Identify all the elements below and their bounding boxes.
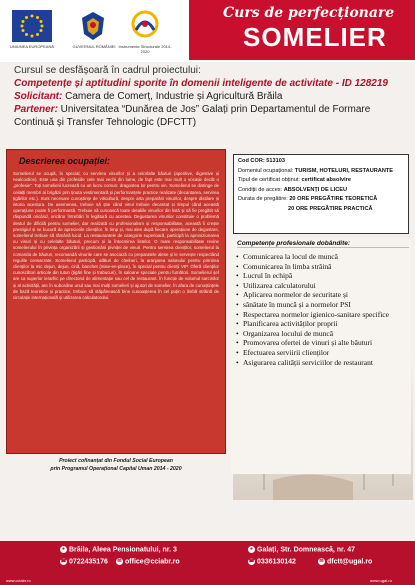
competency-item: • Organizarea locului de muncă (235, 329, 409, 339)
competency-item: • Aplicarea normelor de securitate și (235, 290, 409, 300)
tip-line (238, 176, 404, 186)
project-name: Competențe și aptitudini sporite în domenii inteligente de activitate - ID 128219 (14, 78, 388, 89)
competency-item: • Utilizarea calculatorului (235, 281, 409, 291)
competency-item-continued: • sănătate în muncă și a normelor PSI (235, 300, 409, 310)
eu-logo-caption: UNIUNEA EUROPEANĂ (9, 44, 54, 49)
footer-contact-bar (0, 541, 415, 585)
braila-web[interactable]: www.cciabr.ro (6, 578, 31, 583)
solicitant-value: Camera de Comerț, Industrie și Agricultură Brăila (62, 91, 283, 102)
durata-label: Durata de pregătire: (238, 196, 290, 202)
description-title: Descrierea ocupației: (19, 156, 111, 166)
email-icon: ✉ (319, 558, 324, 564)
competency-item: • Asigurarea calității serviciilor de restaurant (235, 358, 409, 368)
location-pin-icon: ● (249, 546, 254, 552)
galati-address (248, 546, 355, 553)
location-pin-icon: ● (61, 546, 66, 552)
email-icon: ✉ (117, 558, 122, 564)
galati-email-text: dfctt@ugal.ro (327, 558, 373, 566)
partener-label: Partener: (14, 104, 58, 115)
competency-item: • Comunicarea în limba străină (235, 262, 409, 272)
course-type: Curs de perfecționare (223, 5, 395, 21)
intro-line: Cursul se desfășoară în cadrul proiectului: (14, 65, 201, 76)
description-text: Somelierul se ocupă, în special, cu servirea vinurilor și a celorlalte băuturi (aperitive, digestive și nealcoolice). Este una din profesiile cele mai vechi din lume, de fapt este mai mult o vocație decât o „profesie”. Toți somelierii lucrează cu un lucru comun: dragostea lor pentru vin. Somelierul se distinge de ceilalți membri ai brigăzii prin ținuta vestimentară și performanțele practice realizate (decantarea, servirea țigărilor etc.). Sunt necesare cunoștințe de viticultură, despre arta preparării vinurilor, despre distilare și istoria acestora. De asemenea, trebuie să știe când vinul trebuie decantat și timpul când această operațiune poate fi performantă. Trebuie să cunoască toate detaliile vinurilor din listă și să fie pregătit să răspundă oricând, oricăror întrebări în legătură cu acestea. Degustarea vinurilor constituie o problemă destul de dificilă pentru somelier, dar realizată cu profesionalism și responsabilitate, această îi crește prestigiul și se bucură de aprecierile clienților. În timp și, mai ales după fiecare operațiune de degustare, somelierul trebuie să rămână lucid. La restaurantele de categorie superioară, participă la aprovizionarea cu vinuri și cu celelalte băuturi, precum și la întocmirea listelor. O mare responsabilitate revine somelierului în privința organizării și gestionării pivniței de vinuri. Pentru servirea clienților, somelierul la comanda de băuturi, recomandă vinurile care se asociază cu preparatele alese și le servește respectând regulile consacrate. Somelierul participă, alături de chelneri, la aranjarea salonului pentru primirea clienților la mic dejun, dejun, cină, banchet (mise-en-place), în special pentru clienții VIP. Oferă clienților cunoscători articole din tutun (țigări fine și trabucuri), în saloane speciale pentru fumători. Somelierul șef are ca superior ierarhic pe directorul de alimentație sau cel de restaurant. În funcție de volumul sarcinilor și al activității, are în subordine unul sau mai mulți somelieri și ajutori de somelier. În afara de cunoștințele de bază teoretice și practice, trebuie să stăpânească bine cunoașterea în cel puțin o limbă străină de circulație internațională și utilizarea calculatorului. (13, 171, 219, 301)
solicitant-label: Solicitant: (14, 91, 63, 102)
conditii-label: Condiții de acces: (238, 186, 284, 193)
phone-icon: ☎ (60, 558, 67, 564)
phone-icon: ☎ (248, 558, 255, 564)
braila-email-text: office@cciabr.ro (125, 558, 180, 566)
solicitant-line (14, 90, 409, 103)
domeniu-value: TURISM, HOTELURI, RESTAURANTE (294, 167, 394, 174)
domeniu-label: Domeniul ocupațional: (238, 167, 295, 174)
eu-flag-logo (12, 10, 52, 42)
competency-item: • Promovarea ofertei de vinuri și alte băuturi (235, 338, 409, 348)
braila-address-text: Brăila, Aleea Pensionatului, nr. 3 (69, 546, 177, 554)
conditii-line (238, 186, 404, 196)
header (0, 0, 415, 62)
galati-phone[interactable] (248, 558, 296, 565)
competencies-panel (231, 238, 411, 474)
galati-web[interactable]: www.ugal.ro (370, 578, 392, 583)
title-banner (189, 0, 415, 60)
cofinancing-note (6, 457, 226, 473)
durata-line (238, 195, 404, 205)
competencies-title: Competențe profesionale dobândite: (237, 240, 409, 248)
braila-phone-text: 0722435176 (69, 558, 108, 566)
braila-phone[interactable] (60, 558, 108, 565)
cod-cor: Cod COR: 513103 (238, 158, 285, 164)
partener-value: Universitatea “Dunărea de Jos” Galați prin Departamentul de Formare Continuă și Transfer Tehnologic (DFCTT) (14, 104, 371, 128)
braila-email[interactable] (116, 558, 180, 565)
competency-item: • Respectarea normelor igienico-sanitare specifice (235, 310, 409, 320)
cofinancing-line1: Proiect cofinanțat din Fondul Social European (59, 458, 173, 464)
domeniu-line (238, 167, 404, 177)
galati-email[interactable] (318, 558, 372, 565)
durata-value-theory: 20 ORE PREGĂTIRE TEORETICĂ (289, 196, 378, 202)
intro-block (14, 64, 409, 129)
course-title: SOMELIER (243, 22, 387, 52)
course-info-box (233, 154, 409, 234)
cofinancing-line2: prin Programul Operațional Capital Uman 2014 - 2020 (50, 466, 182, 472)
galati-address-text: Galați, Str. Domnească, nr. 47 (257, 546, 356, 554)
structural-funds-caption: Instrumente Structurale 2014-2020 (118, 44, 172, 54)
competency-item: • Comunicarea la locul de muncă (235, 252, 409, 262)
competencies-list (235, 252, 409, 367)
galati-phone-text: 0336130142 (257, 558, 296, 566)
competency-item: • Planificarea activităților proprii (235, 319, 409, 329)
competency-item: • Lucrul în echipă (235, 271, 409, 281)
tip-label: Tipul de certificat obținut: (238, 177, 302, 183)
competency-item: • Efectuarea serviirii clienților (235, 348, 409, 358)
partener-line (14, 103, 409, 129)
government-logo-caption: GUVERNUL ROMÂNIEI (72, 44, 116, 49)
durata-value-practice: 20 ORE PREGĂTIRE PRACTICĂ (288, 205, 373, 212)
braila-address (60, 546, 177, 553)
government-crest-logo (78, 10, 108, 42)
tip-value: certificat absolvire (301, 177, 351, 183)
structural-funds-logo (128, 10, 162, 42)
conditii-value: ABSOLVENȚI DE LICEU (283, 186, 348, 193)
description-box (6, 149, 226, 454)
